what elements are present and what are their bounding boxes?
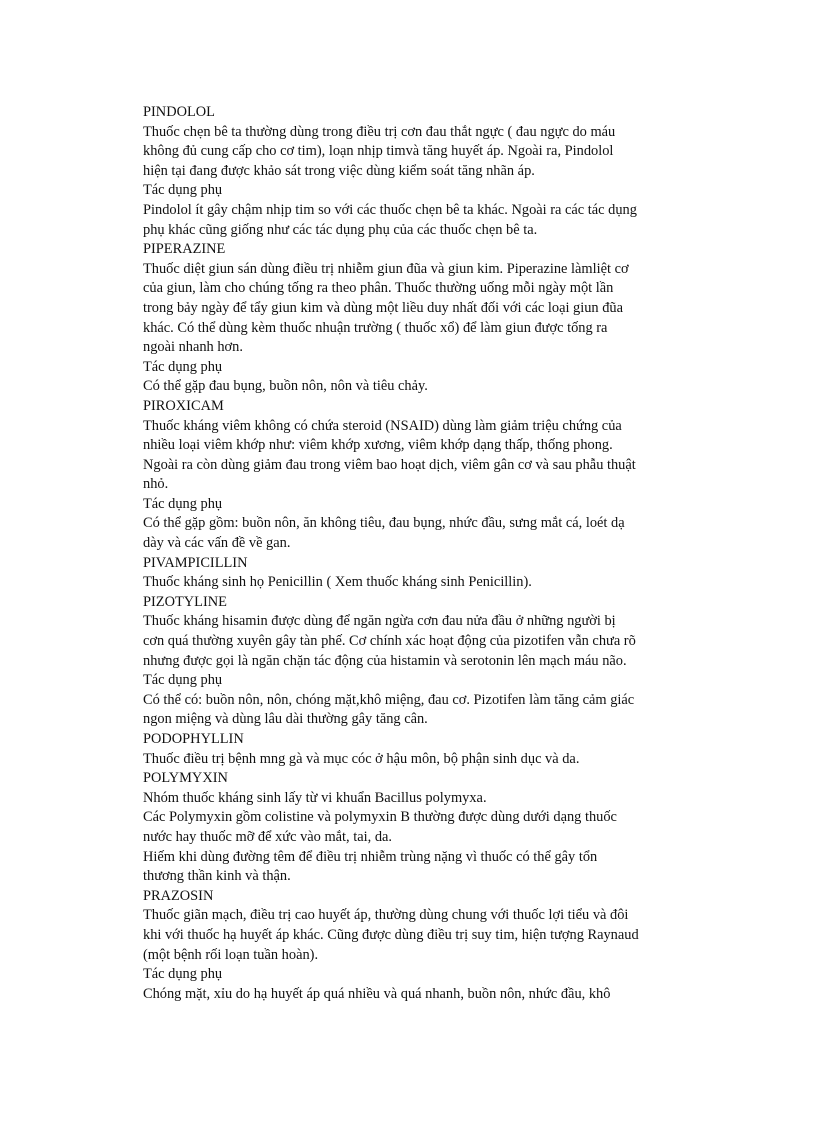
text-line: Thuốc kháng sinh họ Penicillin ( Xem thuốc kháng sinh Penicillin). bbox=[143, 574, 532, 591]
text-line: khi với thuốc hạ huyết áp khác. Cũng được dùng điều trị suy tim, hiện tượng Raynaud bbox=[143, 926, 639, 943]
text-line: PRAZOSIN bbox=[143, 887, 214, 904]
text-line: Thuốc chẹn bê ta thường dùng trong điều trị cơn đau thắt ngực ( đau ngực do máu bbox=[143, 123, 616, 140]
text-line: nước hay thuốc mỡ để xức vào mắt, tai, da. bbox=[143, 828, 393, 845]
text-line: Tác dụng phụ bbox=[143, 495, 223, 512]
text-line: PODOPHYLLIN bbox=[143, 731, 244, 747]
text-line: Tác dụng phụ bbox=[143, 966, 223, 983]
text-line: Nhóm thuốc kháng sinh lấy từ vi khuẩn Bacillus polymyxa. bbox=[143, 789, 487, 806]
text-line: Có thể có: buồn nôn, nôn, chóng mặt,khô miệng, đau cơ. Pizotifen làm tăng cảm giác bbox=[143, 691, 635, 708]
text-line: hiện tại đang được khảo sát trong việc dùng kiểm soát tăng nhãn áp. bbox=[143, 162, 535, 179]
text-line: nhỏ. bbox=[143, 476, 169, 493]
text-line: Tác dụng phụ bbox=[143, 182, 223, 199]
text-line: PIPERAZINE bbox=[143, 241, 226, 258]
text-line: cơn quá thường xuyên gây tàn phế. Cơ chính xác hoạt động của pizotifen vẫn chưa rõ bbox=[143, 633, 636, 650]
text-line: Thuốc diệt giun sán dùng điều trị nhiễm giun đũa và giun kim. Piperazine làmliệt cơ bbox=[143, 260, 629, 277]
text-line: Pindolol ít gây chậm nhịp tim so với các thuốc chẹn bê ta khác. Ngoài ra các tác dụng bbox=[143, 201, 637, 218]
text-line: Có thể gặp đau bụng, buồn nôn, nôn và tiêu chảy. bbox=[143, 378, 428, 395]
text-line: PIZOTYLINE bbox=[143, 593, 227, 610]
text-line: Có thể gặp gồm: buồn nôn, ăn không tiêu, đau bụng, nhức đầu, sưng mắt cá, loét dạ bbox=[143, 515, 625, 532]
text-line: Thuốc điều trị bệnh mng gà và mục cóc ở hậu môn, bộ phận sinh dục và da. bbox=[143, 750, 580, 767]
text-line: Các Polymyxin gồm colistine và polymyxin B thường được dùng dưới dạng thuốc bbox=[143, 809, 617, 826]
text-line: POLYMYXIN bbox=[143, 770, 228, 787]
text-line: ngon miệng và dùng lâu dài thường gây tăng cân. bbox=[143, 711, 428, 728]
text-line: nhiều loại viêm khớp như: viêm khớp xương, viêm khớp dạng thấp, thống phong. bbox=[143, 437, 613, 454]
text-line: Hiếm khi dùng đường têm để điều trị nhiễm trùng nặng vì thuốc có thể gây tổn bbox=[143, 848, 598, 865]
text-line: của giun, làm cho chúng tống ra theo phân. Thuốc thường uống mỗi ngày một lần bbox=[143, 280, 614, 297]
text-line: Thuốc kháng viêm không có chứa steroid (NSAID) dùng làm giảm triệu chứng của bbox=[143, 417, 622, 434]
text-line: PIROXICAM bbox=[143, 397, 224, 414]
text-line: trong bảy ngày để tẩy giun kim và dùng một liều duy nhất đối với các loại giun đũa bbox=[143, 299, 624, 316]
text-line: khác. Có thể dùng kèm thuốc nhuận trường ( thuốc xổ) để làm giun được tống ra bbox=[143, 319, 608, 336]
text-line: Thuốc kháng hisamin được dùng để ngăn ngừa cơn đau nửa đầu ở những người bị bbox=[143, 613, 616, 630]
text-line: (một bệnh rối loạn tuần hoàn). bbox=[143, 946, 319, 963]
text-line: Tác dụng phụ bbox=[143, 672, 223, 689]
text-line: ngoài nhanh hơn. bbox=[143, 339, 243, 356]
text-line: PINDOLOL bbox=[143, 104, 215, 120]
document-body bbox=[143, 103, 703, 1004]
text-line: thương thần kinh và thận. bbox=[143, 868, 291, 885]
text-line: Thuốc giãn mạch, điều trị cao huyết áp, thường dùng chung với thuốc lợi tiểu và đôi bbox=[143, 907, 629, 924]
text-line: Ngoài ra còn dùng giảm đau trong viêm bao hoạt dịch, viêm gân cơ và sau phẫu thuật bbox=[143, 456, 636, 473]
text-line: nhưng được gọi là ngăn chặn tác động của histamin và serotonin lên mạch máu não. bbox=[143, 652, 627, 669]
text-line: dày và các vấn đề về gan. bbox=[143, 535, 291, 552]
text-line: không đủ cung cấp cho cơ tim), loạn nhịp timvà tăng huyết áp. Ngoài ra, Pindolol bbox=[143, 143, 614, 160]
text-line: PIVAMPICILLIN bbox=[143, 554, 248, 571]
text-line: Chóng mặt, xỉu do hạ huyết áp quá nhiều và quá nhanh, buồn nôn, nhức đầu, khô bbox=[143, 985, 611, 1002]
text-line: phụ khác cũng giống như các tác dụng phụ của các thuốc chẹn bê ta. bbox=[143, 221, 538, 238]
text-line: Tác dụng phụ bbox=[143, 358, 223, 375]
